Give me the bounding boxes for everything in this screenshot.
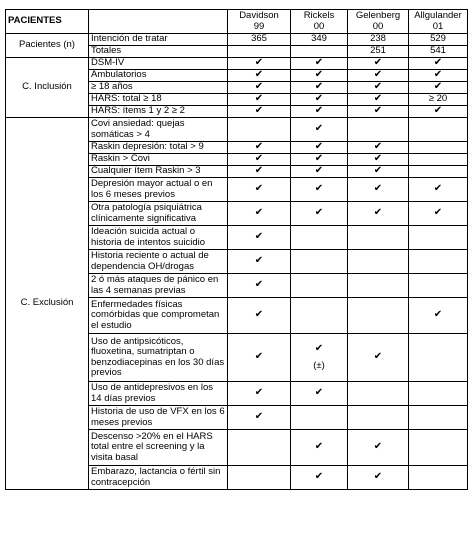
cell-note: (±) (313, 359, 325, 371)
check-icon: ✔ (314, 441, 324, 453)
value-cell (409, 70, 468, 82)
check-icon: ✔ (254, 81, 264, 93)
value-cell (291, 166, 348, 178)
value-cell (228, 46, 291, 58)
value-cell (291, 430, 348, 466)
criterion-label: Cualquier ítem Raskin > 3 (89, 166, 228, 178)
value-cell (228, 166, 291, 178)
value-cell (348, 166, 409, 178)
value-cell (228, 202, 291, 226)
value-cell (409, 106, 468, 118)
value-cell (291, 334, 348, 382)
value-cell (409, 166, 468, 178)
cell-value: 251 (370, 45, 386, 57)
value-cell (291, 202, 348, 226)
value-cell (348, 466, 409, 490)
check-icon: ✔ (254, 57, 264, 69)
value-cell (348, 70, 409, 82)
criterion-label: Raskin > Covi (89, 154, 228, 166)
value-cell (348, 406, 409, 430)
check-icon: ✔ (314, 387, 324, 399)
study-name: Gelenberg (355, 10, 401, 21)
check-icon: ✔ (254, 351, 264, 363)
value-cell (291, 94, 348, 106)
criterion-label: Ambulatorios (89, 70, 228, 82)
criterion-label: Uso de antidepresivos en los 14 días previos (89, 382, 228, 406)
check-icon: ✔ (254, 387, 264, 399)
check-icon: ✔ (314, 105, 324, 117)
study-year: 00 (372, 20, 384, 32)
value-cell (228, 58, 291, 70)
check-icon: ✔ (254, 183, 264, 195)
value-cell (348, 106, 409, 118)
study-year: 01 (432, 20, 444, 32)
value-cell (228, 70, 291, 82)
criterion-label: Embarazo, lactancia o fértil sin contracepción (89, 466, 228, 490)
group-label: C. Inclusión (6, 58, 89, 118)
value-cell (291, 382, 348, 406)
check-icon: ✔ (373, 153, 383, 165)
value-cell (348, 58, 409, 70)
check-icon: ✔ (373, 105, 383, 117)
check-icon: ✔ (314, 207, 324, 219)
value-cell (409, 202, 468, 226)
value-cell (409, 118, 468, 142)
value-cell (291, 466, 348, 490)
value-cell (348, 34, 409, 46)
criterion-label: Raskin depresión: total > 9 (89, 142, 228, 154)
study-header-rickels (291, 10, 348, 34)
criterion-label: 2 ó más ataques de pánico en las 4 semanas previas (89, 274, 228, 298)
check-icon: ✔ (254, 279, 264, 291)
check-icon: ✔ (254, 93, 264, 105)
value-cell (348, 154, 409, 166)
check-icon: ✔ (314, 57, 324, 69)
value-cell (409, 142, 468, 154)
check-icon: ✔ (314, 153, 324, 165)
check-icon: ✔ (314, 165, 324, 177)
value-cell (291, 274, 348, 298)
check-icon: ✔ (373, 165, 383, 177)
table-title: PACIENTES (6, 10, 89, 34)
value-cell (409, 274, 468, 298)
value-cell (291, 226, 348, 250)
value-cell (228, 94, 291, 106)
value-cell (409, 430, 468, 466)
value-cell (409, 334, 468, 382)
group-label: Pacientes (n) (6, 34, 89, 58)
value-cell (291, 46, 348, 58)
cell-value: 349 (311, 33, 327, 45)
value-cell (409, 382, 468, 406)
cell-value: 365 (251, 33, 267, 45)
check-icon: ✔ (373, 471, 383, 483)
value-cell (348, 274, 409, 298)
criterion-label: Historia reciente o actual de dependencia OH/drogas (89, 250, 228, 274)
check-icon: ✔ (254, 105, 264, 117)
check-icon: ✔ (254, 141, 264, 153)
value-cell (228, 142, 291, 154)
study-year: 00 (313, 20, 325, 32)
study-name: Allgulander (414, 10, 462, 21)
study-year: 99 (253, 20, 265, 32)
value-cell (228, 226, 291, 250)
value-cell (409, 154, 468, 166)
study-header-gelenberg (348, 10, 409, 34)
cell-value: 238 (370, 33, 386, 45)
check-icon: ✔ (254, 309, 264, 321)
check-icon: ✔ (433, 207, 443, 219)
check-icon: ✔ (314, 93, 324, 105)
value-cell (409, 34, 468, 46)
value-cell (348, 226, 409, 250)
check-icon: ✔ (373, 141, 383, 153)
value-cell (348, 118, 409, 142)
value-cell (228, 106, 291, 118)
check-icon: ✔ (373, 57, 383, 69)
table-row (6, 34, 468, 46)
check-icon: ✔ (314, 343, 324, 355)
criterion-label: Uso de antipsicóticos, fluoxetina, sumatriptan o benzodiacepinas en los 30 días previos (89, 334, 228, 382)
value-cell (291, 34, 348, 46)
criterion-label: Ideación suicida actual o historia de intentos suicidio (89, 226, 228, 250)
criterion-label: Otra patología psiquiátrica clínicamente significativa (89, 202, 228, 226)
value-cell (409, 178, 468, 202)
value-cell (228, 274, 291, 298)
check-icon: ✔ (373, 441, 383, 453)
value-cell (348, 94, 409, 106)
study-name: Davidson (239, 10, 279, 21)
criterion-label: HARS: ítems 1 y 2 ≥ 2 (89, 106, 228, 118)
patients-table (5, 9, 468, 490)
value-cell (291, 406, 348, 430)
check-icon: ✔ (314, 69, 324, 81)
table-row (6, 118, 468, 142)
patients-table-container (5, 9, 468, 490)
criterion-label: Totales (89, 46, 228, 58)
value-cell (228, 382, 291, 406)
value-cell (228, 118, 291, 142)
check-icon: ✔ (314, 123, 324, 135)
value-cell (291, 178, 348, 202)
cell-value: 541 (430, 45, 446, 57)
value-cell (228, 154, 291, 166)
value-cell (228, 430, 291, 466)
check-icon: ✔ (314, 183, 324, 195)
check-icon: ✔ (373, 207, 383, 219)
value-cell (348, 46, 409, 58)
value-cell (409, 298, 468, 334)
value-cell (348, 430, 409, 466)
study-header-allgulander (409, 10, 468, 34)
value-cell (291, 58, 348, 70)
check-icon: ✔ (254, 231, 264, 243)
check-icon: ✔ (254, 165, 264, 177)
value-cell (348, 202, 409, 226)
check-icon: ✔ (433, 183, 443, 195)
value-cell (228, 406, 291, 430)
header-criterion-cell (89, 10, 228, 34)
check-icon: ✔ (433, 105, 443, 117)
value-cell (228, 34, 291, 46)
check-icon: ✔ (433, 69, 443, 81)
value-cell (228, 466, 291, 490)
criterion-label: ≥ 18 años (89, 82, 228, 94)
check-icon: ✔ (254, 153, 264, 165)
criterion-label: HARS: total ≥ 18 (89, 94, 228, 106)
criterion-label: Depresión mayor actual o en los 6 meses previos (89, 178, 228, 202)
check-icon: ✔ (433, 57, 443, 69)
cell-value: 529 (430, 33, 446, 45)
check-icon: ✔ (314, 141, 324, 153)
value-cell (291, 118, 348, 142)
value-cell (228, 298, 291, 334)
value-cell (409, 82, 468, 94)
study-name: Rickels (303, 10, 335, 21)
criterion-label: Historia de uso de VFX en los 6 meses previos (89, 406, 228, 430)
check-icon: ✔ (373, 183, 383, 195)
value-cell (348, 178, 409, 202)
criterion-label: Covi ansiedad: quejas somáticas > 4 (89, 118, 228, 142)
check-icon: ✔ (373, 351, 383, 363)
value-cell (409, 226, 468, 250)
value-cell (291, 298, 348, 334)
table-body (6, 10, 468, 490)
check-icon: ✔ (433, 309, 443, 321)
value-cell (348, 334, 409, 382)
cell-value: ≥ 20 (428, 93, 448, 105)
value-cell (348, 142, 409, 154)
criterion-label: Enfermedades físicas comórbidas que comprometan el estudio (89, 298, 228, 334)
study-header-davidson (228, 10, 291, 34)
check-icon: ✔ (373, 81, 383, 93)
criterion-label: DSM-IV (89, 58, 228, 70)
value-cell (409, 406, 468, 430)
value-cell (348, 298, 409, 334)
value-cell (291, 70, 348, 82)
header-row (6, 10, 468, 34)
check-icon: ✔ (254, 69, 264, 81)
check-icon: ✔ (254, 207, 264, 219)
group-label: C. Exclusión (6, 118, 89, 490)
check-icon: ✔ (314, 471, 324, 483)
check-icon: ✔ (373, 93, 383, 105)
value-cell (291, 142, 348, 154)
value-cell (228, 334, 291, 382)
table-row (6, 58, 468, 70)
criterion-label: Descenso >20% en el HARS total entre el screening y la visita basal (89, 430, 228, 466)
value-cell (228, 82, 291, 94)
value-cell (409, 466, 468, 490)
value-cell (291, 250, 348, 274)
value-cell (348, 250, 409, 274)
value-cell (348, 82, 409, 94)
check-icon: ✔ (254, 411, 264, 423)
check-icon: ✔ (254, 255, 264, 267)
value-cell (409, 94, 468, 106)
value-cell (228, 250, 291, 274)
value-cell (291, 106, 348, 118)
value-cell (291, 82, 348, 94)
value-cell (409, 58, 468, 70)
check-icon: ✔ (433, 81, 443, 93)
value-cell (409, 46, 468, 58)
criterion-label: Intención de tratar (89, 34, 228, 46)
check-icon: ✔ (373, 69, 383, 81)
value-cell (228, 178, 291, 202)
check-icon: ✔ (314, 81, 324, 93)
value-cell (409, 250, 468, 274)
value-cell (348, 382, 409, 406)
value-cell (291, 154, 348, 166)
